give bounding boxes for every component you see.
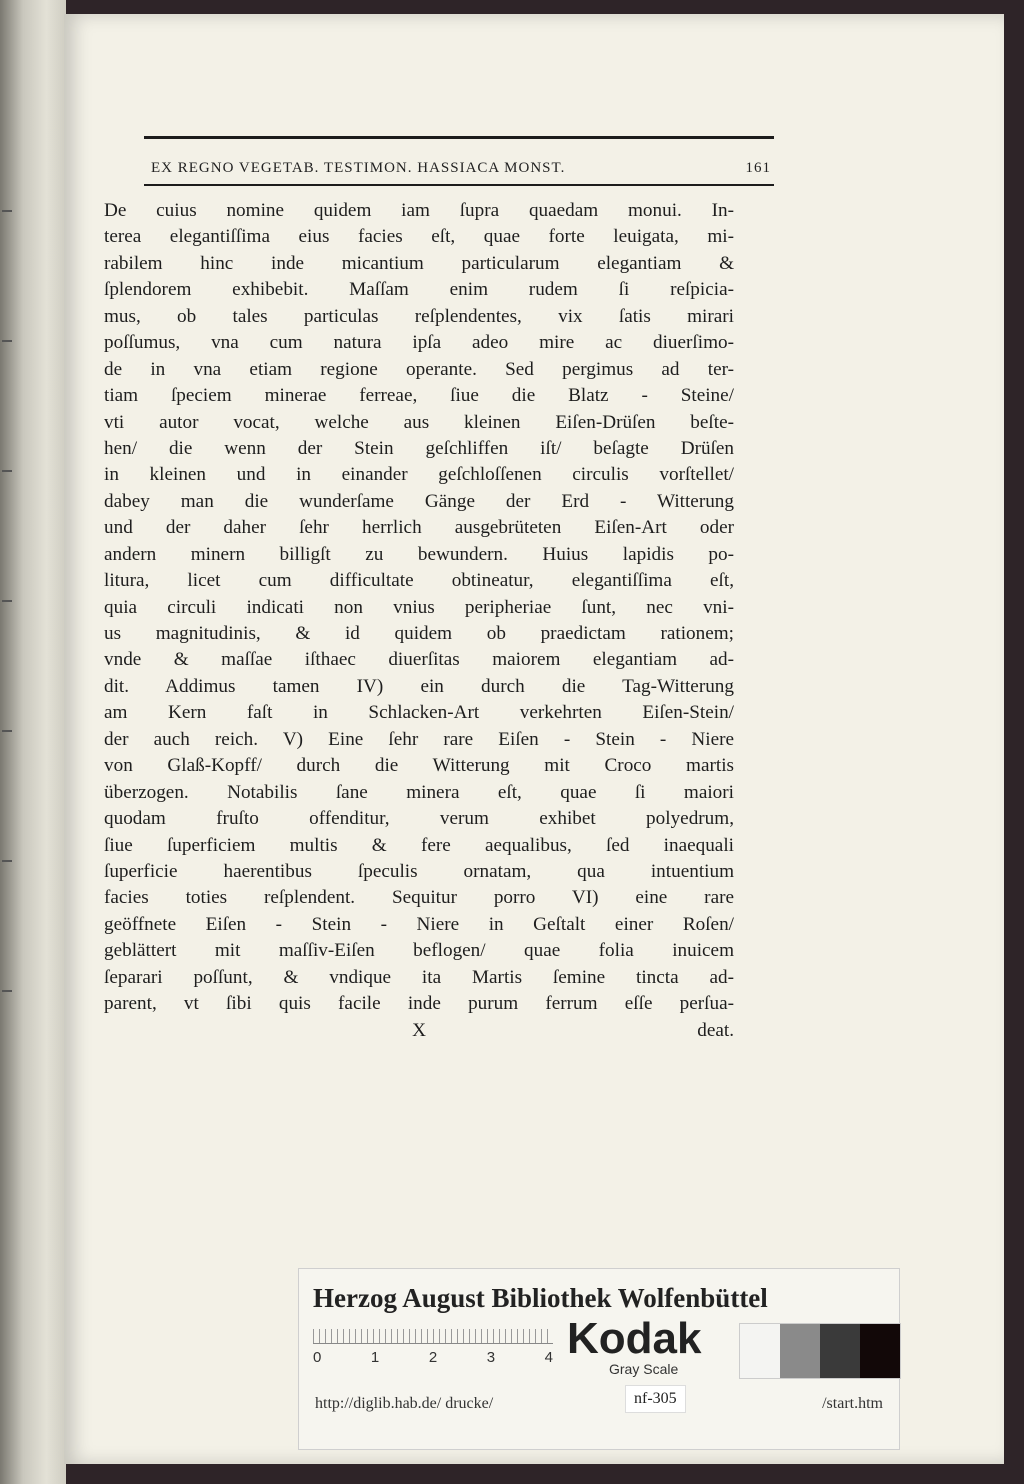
text-line: dit. Addimus tamen IV) ein durch die Tag-Witterung — [104, 675, 734, 697]
text-line: und der daher ſehr herrlich ausgebrüteten Eiſen-Art oder — [104, 517, 734, 539]
text-line: ſplendorem exhibebit. Maſſam enim rudem ſi reſpicia- — [104, 279, 734, 301]
text-line: quodam fruſto offenditur, verum exhibet polyedrum, — [104, 808, 734, 830]
shelfmark: nf-305 — [625, 1385, 686, 1413]
text-line: der auch reich. V) Eine ſehr rare Eiſen - Stein - Niere — [104, 728, 734, 750]
text-line: vnde & maſſae iſthaec diuerſitas maiorem elegantiam ad- — [104, 649, 734, 671]
edge-mark — [2, 340, 12, 342]
text-line: dabey man die wunderſame Gänge der Erd - Witterung — [104, 490, 734, 512]
url-suffix: /start.htm — [822, 1395, 883, 1412]
text-line: ſiue ſuperficiem multis & fere aequalibus, ſed inaequali — [104, 834, 734, 856]
text-line: de in vna etiam regione operante. Sed pergimus ad ter- — [104, 358, 734, 380]
edge-mark — [2, 860, 12, 862]
text-line: ſuperficie haerentibus ſpeculis ornatam, qua intuentium — [104, 860, 734, 882]
text-line: ſeparari poſſunt, & vndique ita Martis ſemine tincta ad- — [104, 966, 734, 988]
text-line: von Glaß-Kopff/ durch die Witterung mit Croco martis — [104, 755, 734, 777]
edge-mark — [2, 210, 12, 212]
ruler-number: 0 — [313, 1349, 322, 1366]
text-line: überzogen. Notabilis ſane minera eſt, quae ſi maiori — [104, 781, 734, 803]
text-line: quia circuli indicati non vnius peripheriae ſunt, nec vni- — [104, 596, 734, 618]
measurement-ruler — [313, 1319, 553, 1344]
edge-mark — [2, 600, 12, 602]
text-line: geöffnete Eiſen - Stein - Niere in Geſtalt einer Roſen/ — [104, 913, 734, 935]
signature-mark: X — [412, 1019, 426, 1041]
running-title: EX REGNO VEGETAB. TESTIMON. HASSIACA MONST. — [151, 160, 566, 176]
text-line: terea elegantiſſima eius facies eſt, quae forte leuigata, mi- — [104, 226, 734, 248]
body-text — [104, 198, 734, 1044]
text-line: hen/ die wenn der Stein geſchliffen iſt/ beſagte Drüſen — [104, 437, 734, 459]
gray-swatch — [860, 1324, 900, 1378]
ruler-number: 2 — [428, 1349, 438, 1366]
ruler-number: 3 — [486, 1349, 496, 1366]
book-page — [64, 14, 1004, 1464]
gray-scale-label: Gray Scale — [609, 1361, 679, 1377]
text-line: poſſumus, vna cum natura ipſa adeo mire ac diuerſimo- — [104, 332, 734, 354]
text-line: facies toties reſplendent. Sequitur porro VI) eine rare — [104, 887, 734, 909]
kodak-logo: Kodak — [567, 1314, 702, 1363]
edge-mark — [2, 990, 12, 992]
gray-swatch — [740, 1324, 780, 1378]
text-line: rabilem hinc inde micantium particularum elegantiam & — [104, 252, 734, 274]
ruler-number: 4 — [544, 1349, 553, 1366]
ruler-numbers — [313, 1349, 553, 1366]
library-scale-card — [298, 1268, 900, 1450]
page-number: 161 — [745, 160, 771, 176]
url-prefix: http://diglib.hab.de/ drucke/ — [315, 1395, 494, 1412]
catchword: deat. — [697, 1019, 734, 1041]
edge-mark — [2, 470, 12, 472]
gray-swatch — [820, 1324, 860, 1378]
text-line: De cuius nomine quidem iam ſupra quaedam monui. In- — [104, 200, 734, 221]
text-line: andern minern billigſt zu bewundern. Huius lapidis po- — [104, 543, 734, 565]
text-line: mus, ob tales particulas reſplendentes, vix ſatis mirari — [104, 305, 734, 327]
ruler-number: 1 — [370, 1349, 380, 1366]
header-rule-top — [144, 136, 774, 139]
text-line: vti autor vocat, welche aus kleinen Eiſen-Drüſen beſte- — [104, 411, 734, 433]
text-line: parent, vt ſibi quis facile inde purum ferrum eſſe perſua- — [104, 993, 734, 1015]
edge-mark — [2, 730, 12, 732]
text-line: litura, licet cum difficultate obtineatur, elegantiſſima eſt, — [104, 570, 734, 592]
text-line: us magnitudinis, & id quidem ob praedictam rationem; — [104, 623, 734, 644]
facing-page-edge — [0, 0, 66, 1484]
library-name: Herzog August Bibliothek Wolfenbüttel — [313, 1283, 768, 1313]
text-line: geblättert mit maſſiv-Eiſen beflogen/ quae folia inuicem — [104, 940, 734, 962]
gray-swatch — [780, 1324, 820, 1378]
text-line: am Kern faſt in Schlacken-Art verkehrten Eiſen-Stein/ — [104, 702, 734, 724]
header-rule-bottom — [144, 184, 774, 186]
gray-scale-swatches — [739, 1323, 901, 1379]
text-line: in kleinen und in einander geſchloſſenen circulis vorſtellet/ — [104, 464, 734, 486]
footer-line — [104, 1018, 734, 1044]
text-line: tiam ſpeciem minerae ferreae, ſiue die Blatz - Steine/ — [104, 385, 734, 407]
running-header — [151, 160, 771, 177]
